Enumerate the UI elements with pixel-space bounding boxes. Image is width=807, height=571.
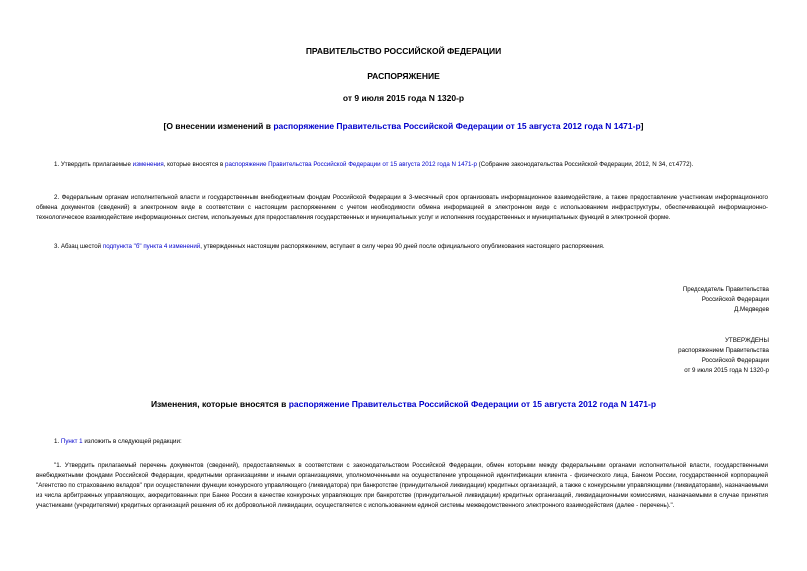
changes-title (0, 399, 807, 409)
approval-title: УТВЕРЖДЕНЫ (725, 337, 769, 344)
approval-date: от 9 июля 2015 года N 1320-р (684, 367, 769, 374)
document-type-heading: РАСПОРЯЖЕНИЕ (367, 71, 440, 81)
paragraph-1-text-b: , которые вносятся в (163, 161, 225, 168)
order-1471-link[interactable]: распоряжение Правительства Российской Федерации от 15 августа 2012 года N 1471-р (225, 161, 477, 168)
paragraph-1 (36, 160, 768, 170)
approval-line-3: Российской Федерации (701, 357, 769, 364)
document-date-number: от 9 июля 2015 года N 1320-р (342, 93, 465, 103)
changes-quote: "1. Утвердить прилагаемый перечень документов (сведений), предоставляемых в соответствии с законодательством Российской Федерации, обмен которыми между федеральными органами исполнительной власти, государственными внебюджетными фондами Российской Федерации, кредитными организациями и иными организациями, уполномоченными на осуществление упрощенной идентификации клиента - физического лица, Банком России, государственной корпорацией "Агентство по страхованию вкладов" при осуществлении функции конкурсного управляющего (ликвидатора) при банкротстве (принудительной ликвидации) кредитных организаций, а также с конкурсными управляющими (ликвидаторами), назначаемыми из числа арбитражных управляющих, аккредитованных при Банке России в качестве конкурсных управляющих при банкротстве (принудительной ликвидации) кредитных организаций, ликвидационными комиссиями, назначаемыми в случае принятия участниками (учредителями) кредитных организаций решения об их добровольной ликвидации, осуществляется с использованием единой системы межведомственного электронного взаимодействия (далее - перечень).". (36, 462, 768, 509)
changes-item-1-number: 1. (54, 438, 61, 445)
signature-position: Председатель Правительства (682, 286, 769, 293)
paragraph-3-text-a: 3. Абзац шестой (54, 243, 103, 250)
changes-title-link[interactable]: распоряжение Правительства Российской Федерации от 15 августа 2012 года N 1471-р (288, 399, 657, 409)
point-1-link[interactable]: Пункт 1 (60, 438, 83, 445)
paragraph-2: 2. Федеральным органам исполнительной власти и государственным внебюджетным фондам Российской Федерации в 3-месячный срок организовать информационное взаимодействие, а также предоставление участникам информационного обмена документов (сведений) в электронном виде в соответствии с настоящим распоряжением с учетом необходимости обмена информацией в электронном виде с использованием инфраструктуры, обеспечивающей информационно-технологическое взаимодействие информационных систем, используемых для предоставления государственных и муниципальных услуг и исполнения государственных и муниципальных функций в электронной форме. (36, 194, 768, 221)
title-link[interactable]: распоряжение Правительства Российской Федерации от 15 августа 2012 года N 1471-р (273, 121, 641, 131)
paragraph-1-text-a: 1. Утвердить прилагаемые (54, 161, 133, 168)
subparagraph-link[interactable]: подпункта "б" пункта 4 изменений (102, 243, 201, 250)
signature-block (683, 285, 769, 315)
approval-line-2: распоряжением Правительства (678, 347, 769, 354)
changes-item-1-text: изложить в следующей редакции: (82, 438, 182, 445)
title-suffix: ] (640, 121, 644, 131)
government-heading: ПРАВИТЕЛЬСТВО РОССИЙСКОЙ ФЕДЕРАЦИИ (305, 46, 502, 56)
approval-block (678, 336, 769, 376)
signature-country: Российской Федерации (701, 296, 769, 303)
title-prefix: [О внесении изменений в (163, 121, 274, 131)
document-title (0, 121, 807, 131)
changes-link[interactable]: изменения (132, 161, 164, 168)
paragraph-1-text-c: (Собрание законодательства Российской Федерации, 2012, N 34, ст.4772). (476, 161, 694, 168)
changes-title-prefix: Изменения, которые вносятся в (150, 399, 289, 409)
signature-name: Д.Медведев (734, 306, 769, 313)
changes-item-1 (36, 437, 768, 447)
paragraph-3-text-b: , утвержденных настоящим распоряжением, вступает в силу через 90 дней после официального опубликования настоящего распоряжения. (200, 243, 605, 250)
paragraph-3 (36, 242, 768, 252)
